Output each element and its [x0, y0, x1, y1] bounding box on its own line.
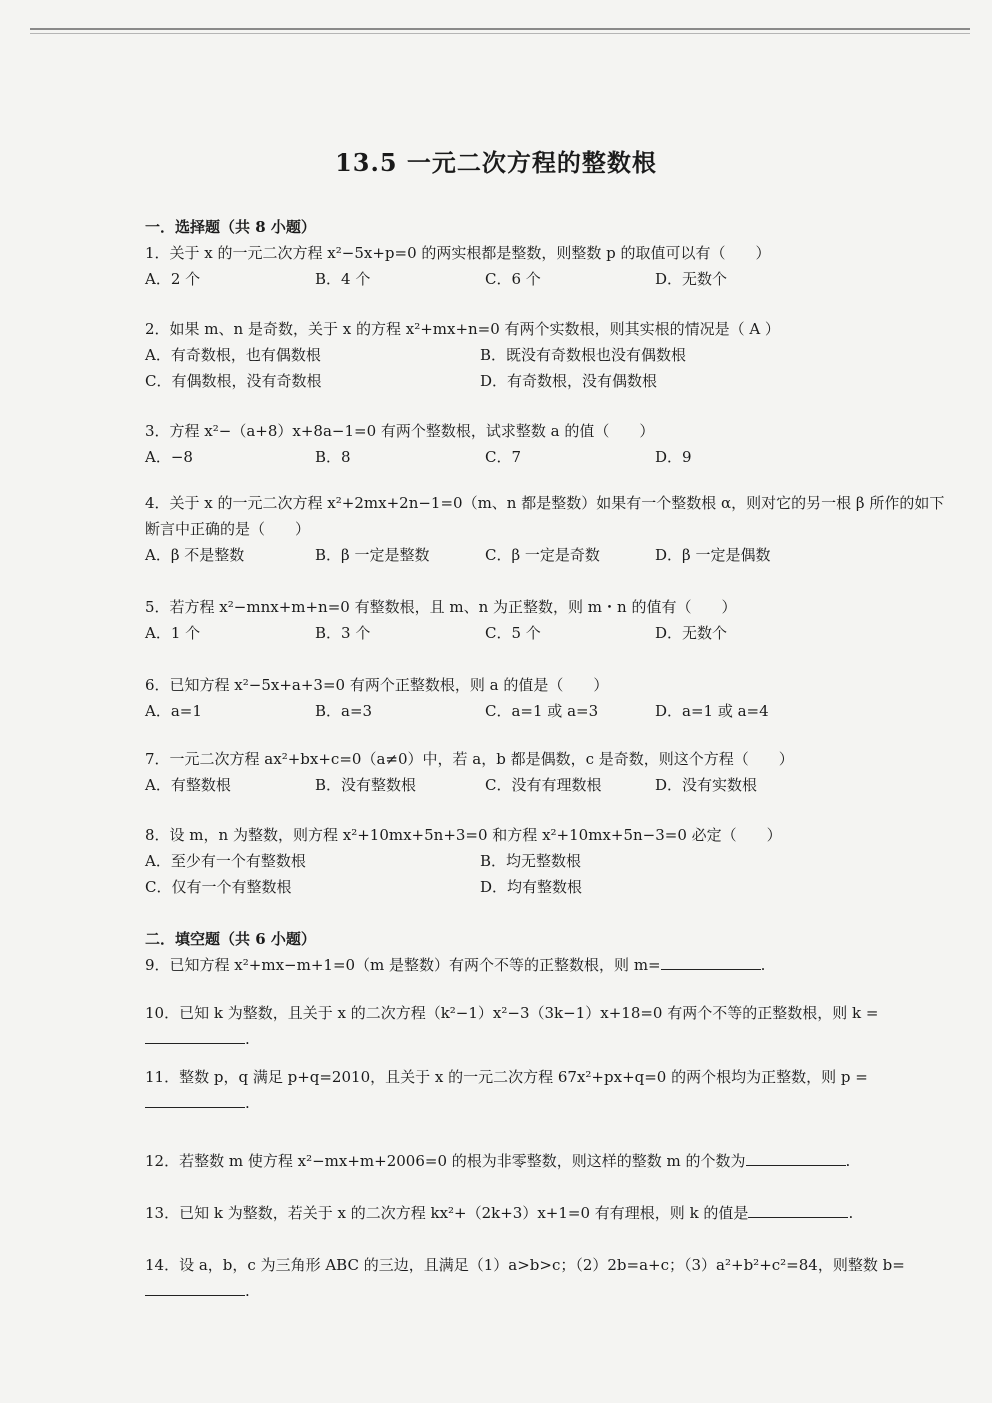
- page-title: 13.5 一元二次方程的整数根: [335, 148, 657, 177]
- question-14: [145, 1252, 945, 1304]
- question-7: [145, 746, 945, 798]
- option-a: A．有奇数根，也有偶数根: [145, 346, 321, 364]
- option-a: A．a=1: [145, 702, 202, 720]
- question-5-options: [145, 620, 825, 646]
- option-b: B．3 个: [315, 624, 371, 642]
- question-3-stem: 3．方程 x²−（a+8）x+8a−1=0 有两个整数根，试求整数 a 的值（ ）: [145, 422, 655, 440]
- period: .: [245, 1030, 250, 1048]
- question-13: [145, 1200, 945, 1226]
- option-a: A．至少有一个有整数根: [145, 852, 306, 870]
- question-6-options: [145, 698, 825, 724]
- question-1: [145, 240, 945, 292]
- option-c: C．7: [485, 448, 522, 466]
- option-b: B．没有整数根: [315, 776, 417, 794]
- question-5: [145, 594, 945, 646]
- question-8-options: [145, 848, 945, 900]
- question-3: [145, 418, 945, 470]
- option-d: D．无数个: [655, 270, 728, 288]
- answer-blank[interactable]: [145, 1281, 245, 1296]
- option-b: B．均无整数根: [480, 852, 582, 870]
- option-c: C．a=1 或 a=3: [485, 702, 599, 720]
- option-d: D．无数个: [655, 624, 728, 642]
- question-11-stem: 11．整数 p，q 满足 p+q=2010，且关于 x 的一元二次方程 67x²+px+q=0 的两个根均为正整数，则 p =: [145, 1068, 868, 1086]
- answer-blank[interactable]: [145, 1093, 245, 1108]
- question-4-options: [145, 542, 825, 568]
- question-4: [145, 490, 945, 568]
- option-a: A．1 个: [145, 624, 201, 642]
- question-5-stem: 5．若方程 x²−mnx+m+n=0 有整数根，且 m、n 为正整数，则 m・n 的值有（ ）: [145, 598, 737, 616]
- question-6-stem: 6．已知方程 x²−5x+a+3=0 有两个正整数根，则 a 的值是（ ）: [145, 676, 609, 694]
- option-d: D．β 一定是偶数: [655, 546, 771, 564]
- answer-blank[interactable]: [661, 955, 761, 970]
- question-9-stem: 9．已知方程 x²+mx−m+1=0（m 是整数）有两个不等的正整数根，则 m=: [145, 956, 661, 974]
- question-4-stem: 4．关于 x 的一元二次方程 x²+2mx+2n−1=0（m、n 都是整数）如果有一个整数根 α，则对它的另一根 β 所作的如下断言中正确的是（ ）: [145, 494, 945, 538]
- question-10-stem: 10．已知 k 为整数，且关于 x 的二次方程（k²−1）x²−3（3k−1）x+18=0 有两个不等的正整数根，则 k =: [145, 1004, 879, 1022]
- question-6: [145, 672, 945, 724]
- period: .: [245, 1094, 250, 1112]
- question-2: [145, 316, 945, 394]
- option-b: B．8: [315, 448, 351, 466]
- period: .: [845, 1152, 851, 1170]
- option-d: D．均有整数根: [480, 878, 583, 896]
- option-d: D．9: [655, 448, 692, 466]
- answer-blank[interactable]: [746, 1151, 846, 1166]
- option-b: B．4 个: [315, 270, 371, 288]
- option-a: A．β 不是整数: [145, 546, 245, 564]
- option-a: A．有整数根: [145, 776, 231, 794]
- question-3-options: [145, 444, 825, 470]
- option-b: B．β 一定是整数: [315, 546, 430, 564]
- option-b: B．a=3: [315, 702, 373, 720]
- period: .: [245, 1282, 250, 1300]
- option-c: C．6 个: [485, 270, 541, 288]
- option-d: D．a=1 或 a=4: [655, 702, 769, 720]
- question-2-stem: 2．如果 m、n 是奇数，关于 x 的方程 x²+mx+n=0 有两个实数根，则其实根的情况是（ A ）: [145, 320, 780, 338]
- answer-blank[interactable]: [145, 1029, 245, 1044]
- period: .: [760, 956, 766, 974]
- option-d: D．没有实数根: [655, 776, 758, 794]
- answer-blank[interactable]: [748, 1203, 848, 1218]
- question-12: [145, 1148, 945, 1174]
- question-14-stem: 14．设 a，b，c 为三角形 ABC 的三边，且满足（1）a>b>c；（2）2b=a+c；（3）a²+b²+c²=84，则整数 b=: [145, 1256, 905, 1274]
- section-fill-in-heading: 二．填空题（共 6 小题）: [145, 930, 316, 948]
- question-1-stem: 1．关于 x 的一元二次方程 x²−5x+p=0 的两实根都是整数，则整数 p 的取值可以有（ ）: [145, 244, 771, 262]
- question-7-options: [145, 772, 825, 798]
- option-c: C．有偶数根，没有奇数根: [145, 372, 322, 390]
- question-8: [145, 822, 945, 900]
- question-7-stem: 7．一元二次方程 ax²+bx+c=0（a≠0）中，若 a，b 都是偶数，c 是奇数，则这个方程（ ）: [145, 750, 794, 768]
- question-13-stem: 13．已知 k 为整数，若关于 x 的二次方程 kx²+（2k+3）x+1=0 有有理根，则 k 的值是: [145, 1204, 749, 1222]
- option-a: A．−8: [145, 448, 193, 466]
- question-9: [145, 952, 945, 978]
- question-12-stem: 12．若整数 m 使方程 x²−mx+m+2006=0 的根为非零整数，则这样的整数 m 的个数为: [145, 1152, 746, 1170]
- question-11: [145, 1064, 945, 1116]
- option-c: C．仅有一个有整数根: [145, 878, 292, 896]
- option-b: B．既没有奇数根也没有偶数根: [480, 346, 687, 364]
- period: .: [848, 1204, 854, 1222]
- section-multiple-choice-heading: 一．选择题（共 8 小题）: [145, 218, 316, 236]
- option-d: D．有奇数根，没有偶数根: [480, 372, 658, 390]
- option-c: C．没有有理数根: [485, 776, 602, 794]
- question-1-options: [145, 266, 825, 292]
- question-10: [145, 1000, 945, 1052]
- option-a: A．2 个: [145, 270, 201, 288]
- question-8-stem: 8．设 m，n 为整数，则方程 x²+10mx+5n+3=0 和方程 x²+10mx+5n−3=0 必定（ ）: [145, 826, 782, 844]
- question-2-options: [145, 342, 945, 394]
- option-c: C．β 一定是奇数: [485, 546, 600, 564]
- option-c: C．5 个: [485, 624, 541, 642]
